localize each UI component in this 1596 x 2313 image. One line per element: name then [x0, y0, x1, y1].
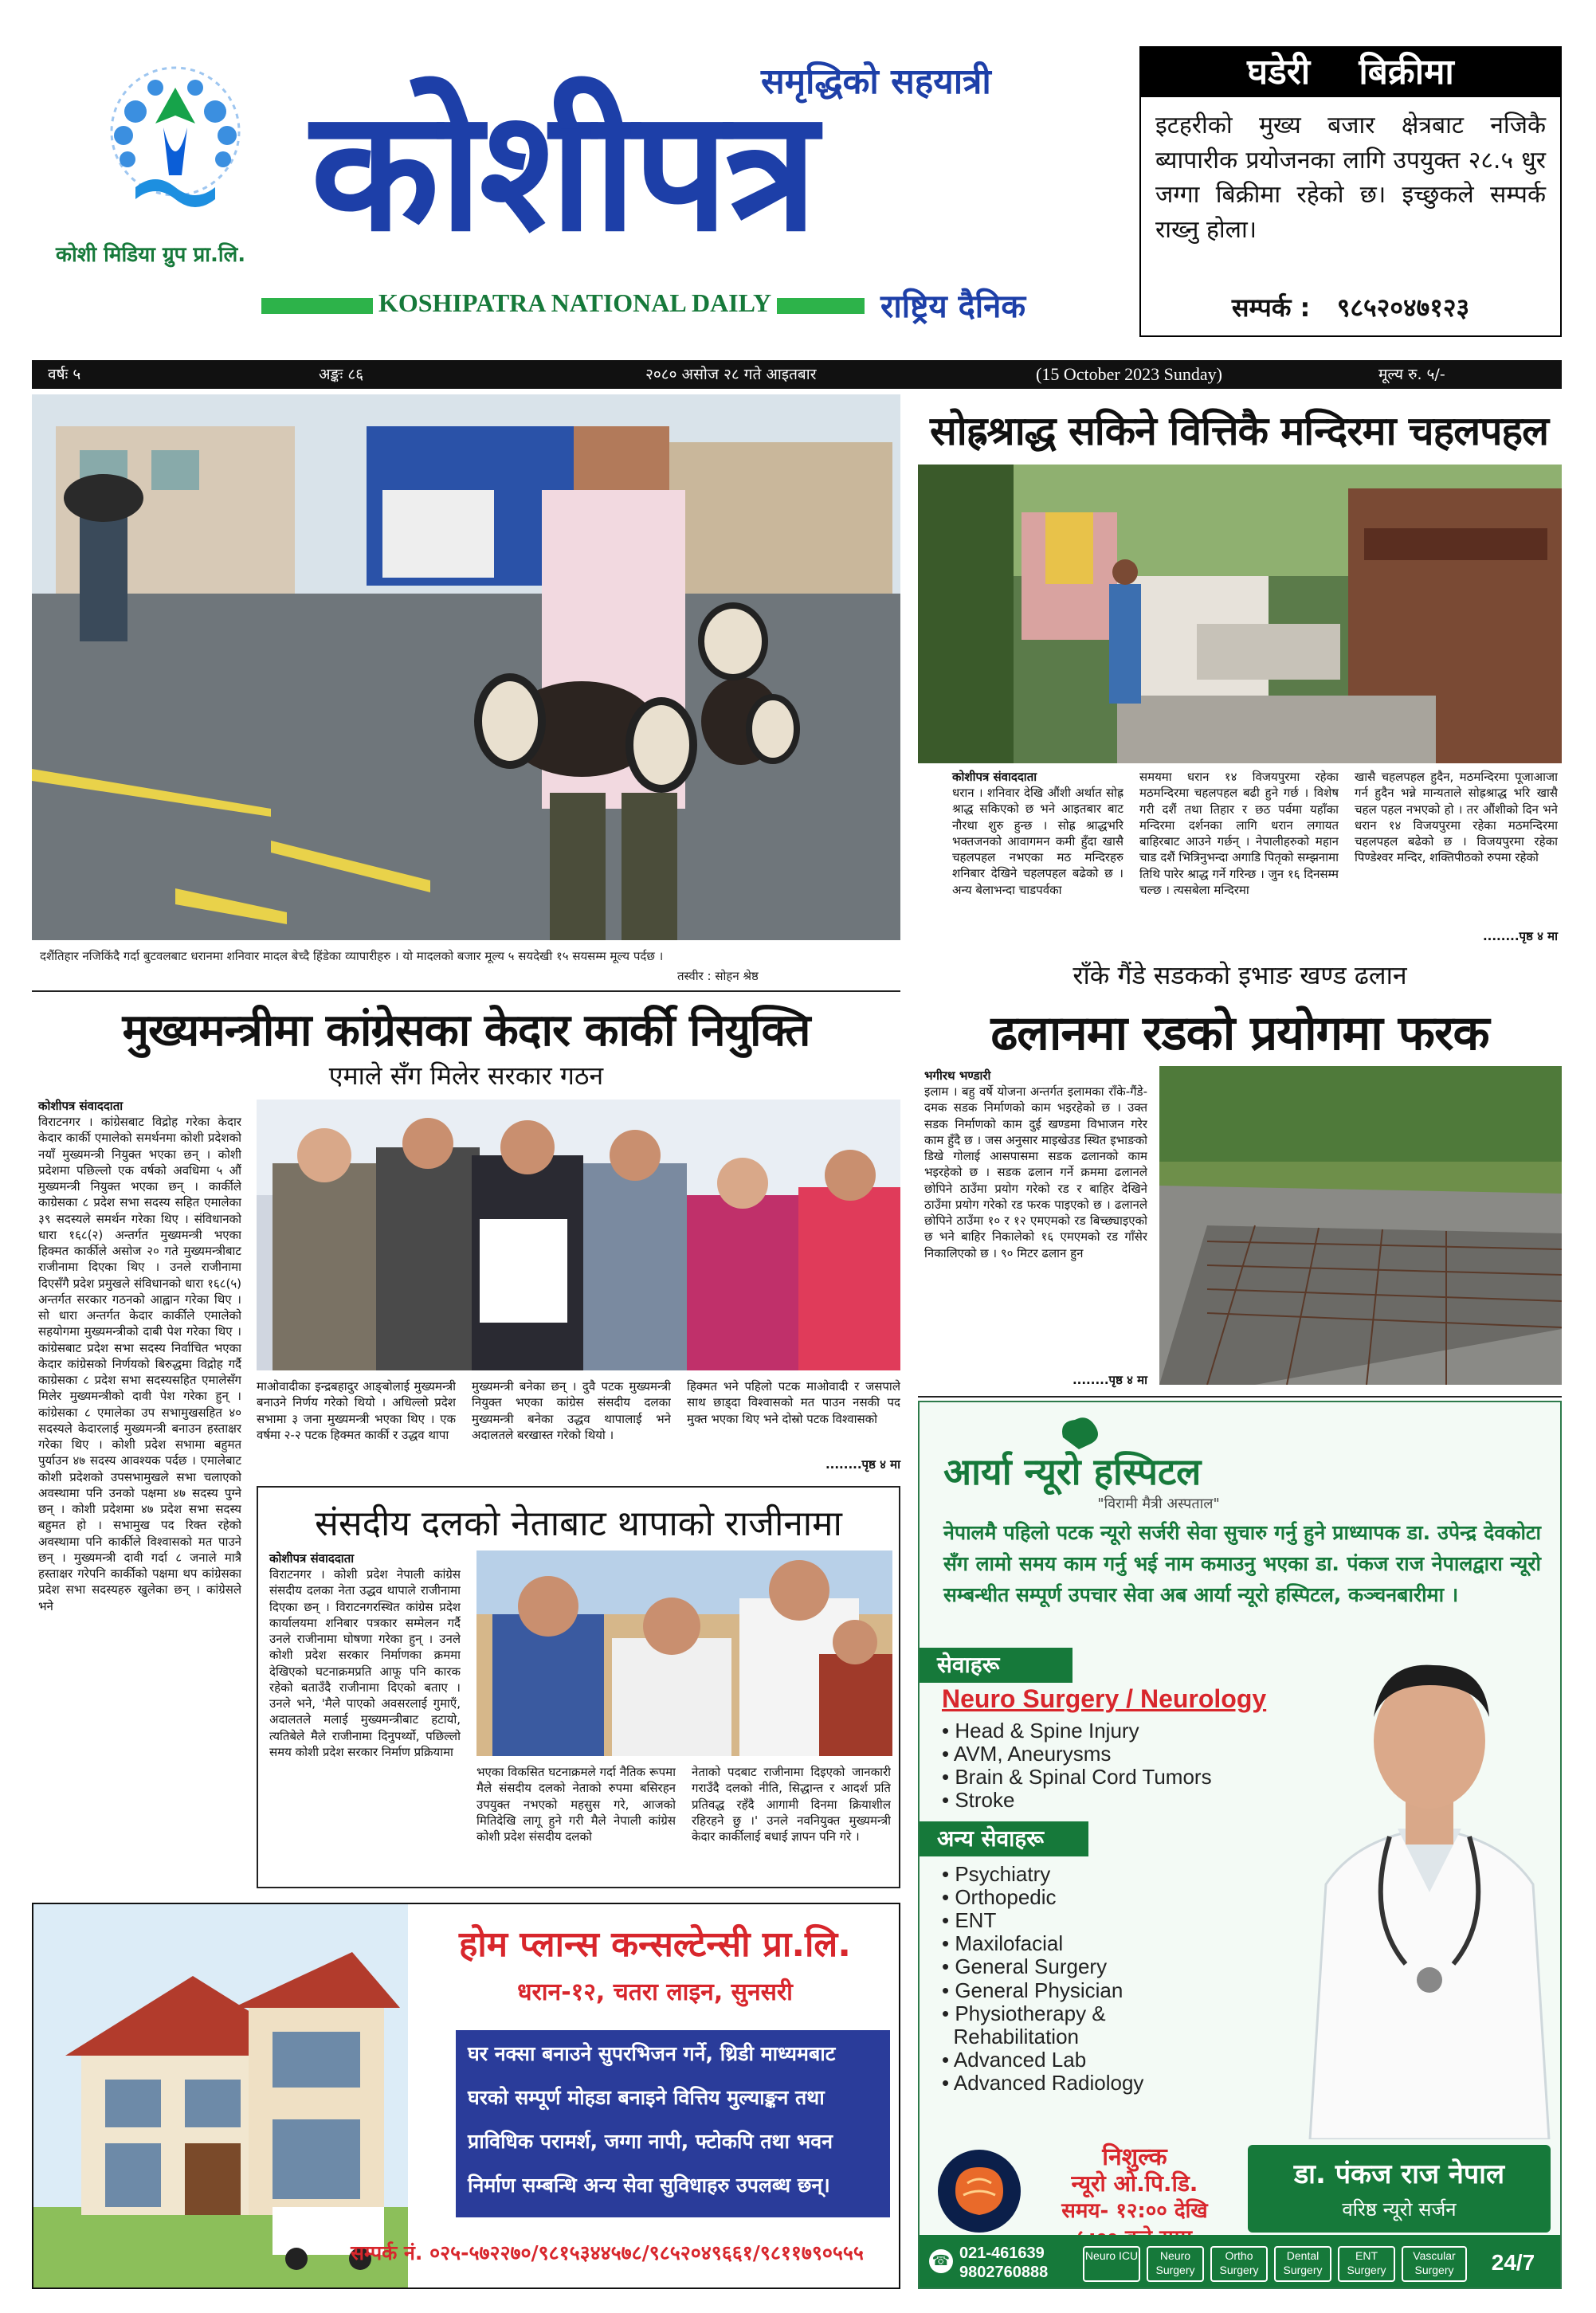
price: मूल्य रु. ५/- [1378, 366, 1445, 383]
specialty: Neuro Surgery / Neurology [942, 1684, 1267, 1713]
top-photo-caption: दशैंतिहार नजिकिंदै गर्दा बुटवलबाट धरानमा शनिवार मादल बेच्दै हिंडेका व्यापारीहरु । यो मादलको बजार मूल्य ५ सयदेखी १५ सयसम्म मूल्य पर्दछ । [40, 949, 664, 963]
service-item: • Head & Spine Injury [942, 1719, 1139, 1743]
classified-contact: सम्पर्क : ९८५२०४७१२३ [1231, 292, 1470, 323]
badge: Dental Surgery [1274, 2246, 1331, 2282]
cm-col4: हिक्मत भने पहिलो पटक माओवादी र जसपाले साथ छाड्दा विश्वासको मत पाउन नसकी पद मुक्त भएका थिए भने दोस्रो पटक विश्वासको [687, 1379, 900, 1426]
resign-col1: विराटनगर । कोशी प्रदेश नेपाली कांग्रेस संसदीय दलका नेता उद्धव थापाले राजीनामा दिएका छन् । विराटनगरस्थित कांग्रेस प्रदेश कार्यालयमा शनिबार पत्रकार सम्मेलन गर्दै उनले राजीनामा घोषणा गरेका हुन् । उनले कोशी प्रदेश सरकार निर्माणका क्रममा देखिएको घटनाक्रमप्रति आफू पनि कारक रहेको बताउँदै राजीनामा दिएको बताए । उनले भने, 'मैले पाएको अवसरलाई गुमाएँ, अदालतले मलाई मुख्यमन्त्रीबाट हटायो, त्यतिबेले मैले राजीनामा दिनुपर्थ्यो, पछिल्लो समय कोशी प्रदेश सरकार निर्माण प्रक्रियामा [269, 1567, 461, 1759]
other-services-heading: अन्य सेवाहरू [920, 1821, 1088, 1856]
service-line-2: घरको सम्पूर्ण मोहडा बनाइने वित्तिय मुल्याङ्कन तथा [468, 2086, 825, 2109]
cm-headline: मुख्यमन्त्रीमा कांग्रेसका केदार कार्की नियुक्ति [122, 1005, 810, 1057]
top-photo-credit: तस्वीर : सोहन श्रेष्ठ [677, 969, 759, 983]
road-continued: ........पृष्ठ ४ मा [1072, 1373, 1147, 1387]
opd-banner [935, 2143, 1234, 2231]
services-heading: सेवाहरू [920, 1648, 1072, 1683]
badge: Neuro Surgery [1147, 2246, 1204, 2282]
other-service-item: • Maxilofacial [942, 1931, 1064, 1956]
service-line-4: निर्माण सम्बन्धि अन्य सेवा सुविधाहरु उपलब्ध छन्। [468, 2174, 830, 2197]
hospital-intro: नेपालमै पहिलो पटक न्यूरो सर्जरी सेवा सुचारु गर्नु हुने प्राध्यापक डा. उपेन्द्र देवकोटा सँग लामो समय काम गर्नु भई नाम कमाउनु भएका डा. पंकज राज नेपालद्वारा न्यूरो सम्बन्धीत सम्पूर्ण उपचार सेवा अब आर्या न्यूरो हस्पिटल, कञ्चनबारीमा । [943, 1521, 1541, 1606]
resign-byline-text: कोशीपत्र संवाददाता [269, 1551, 355, 1566]
temple-headline: सोह्रश्राद्ध सकिने वित्तिकै मन्दिरमा चहलपहल [930, 408, 1548, 454]
opd-time1: समय- १२:०० देखि [1061, 2199, 1208, 2223]
subtitle: राष्ट्रिय दैनिक [880, 288, 1026, 325]
doctor-photo [1294, 1629, 1562, 2139]
cm-continued: ........पृष्ठ ४ मा [825, 1457, 900, 1472]
newspaper-title: कोशीपत्र [311, 73, 815, 269]
info-bar [32, 360, 1562, 389]
cm-byline [38, 1098, 241, 1114]
phone1: 021-461639 [959, 2244, 1045, 2262]
service-line-3: प्राविधिक परामर्श, जग्गा नापी, फ्टोकपि तथा भवन [468, 2130, 833, 2153]
resign-photo [476, 1550, 892, 1756]
badge-247: 24/7 [1491, 2250, 1535, 2275]
other-service-item: • General Physician [942, 1978, 1123, 2002]
company-address: धरान-१२, चतरा लाइन, सुनसरी [517, 1978, 793, 2006]
temple-byline-text: कोशीपत्र संवाददाता [952, 770, 1037, 784]
date-nepali: २०८० असोज २८ गते आइतबार [645, 366, 817, 383]
resign-byline [269, 1550, 461, 1566]
company-contact: सम्पर्क नं. ०२५-५७२२७०/९८१५३४४५७८/९८५२०४९६६१/९८११७९०५५५ [351, 2241, 864, 2264]
badge: Neuro ICU [1083, 2246, 1140, 2282]
house-illustration [33, 1904, 408, 2288]
temple-col3: खासै चहलपहल हुदैन, मठमन्दिरमा पूजाआजा गर्न हुदैन भन्ने मान्यताले सोह्रश्राद्ध भरि खासै चहल पहल नभएको हो । तर औंशीको दिन भने धरान १४ विजयपुरमा रहेका मठमन्दिरमा चहलपहल बढेको छ । विजयपुरमा रहेका पिण्डेश्वर मन्दिर, शक्तिपीठको रुपमा रहेको [1355, 770, 1558, 865]
phone2: 9802760888 [959, 2264, 1049, 2281]
road-headline: ढलानमा रडको प्रयोगमा फरक [990, 1006, 1489, 1061]
other-service-item: • Orthopedic [942, 1885, 1057, 1910]
company-name: होम प्लान्स कन्सल्टेन्सी प्रा.लि. [459, 1924, 851, 1965]
opd-sub: न्यूरो ओ.पि.डि. [1071, 2170, 1198, 2197]
temple-continued: ........पृष्ठ ४ मा [1482, 929, 1558, 943]
other-service-item: • ENT [942, 1908, 997, 1933]
resign-col3: नेताको पदबाट राजीनामा दिइएको जानकारी गराउँदै दलको नीति, सिद्धान्त र आदर्श प्रति प्रतिवद्ध रहँदै आगामी दिनमा क्रियाशील रहिरहने छु ।' उनले नवनियुक्त मुख्यमन्त्री केदार कार्कीलाई बधाई ज्ञापन पनि गरे । [692, 1765, 891, 1844]
hospital-footer [920, 2235, 1562, 2289]
green-rule-left [261, 298, 373, 314]
other-services-list [942, 1863, 1143, 2095]
hospital-name: आर्या न्यूरो हस्पिटल [943, 1450, 1202, 1493]
classified-box [1139, 46, 1562, 337]
top-photo [32, 394, 900, 940]
temple-byline [952, 769, 1123, 785]
masthead [0, 0, 1596, 351]
other-service-item: • Advanced Radiology [942, 2070, 1144, 2095]
doctor-title: वरिष्ठ न्यूरो सर्जन [1342, 2198, 1457, 2221]
cm-photo [257, 1100, 900, 1370]
resign-headline: संसदीय दलको नेताबाट थापाको राजीनामा [315, 1503, 842, 1544]
temple-photo [918, 465, 1562, 763]
badge: Ortho Surgery [1210, 2246, 1268, 2282]
tagline: समृद्धिको सहयात्री [761, 61, 991, 102]
badge: ENT Surgery [1338, 2246, 1395, 2282]
other-service-item: • Physiotherapy & [942, 2001, 1106, 2025]
cm-byline-text: कोशीपत्र संवाददाता [38, 1099, 124, 1113]
cm-col3: मुख्यमन्त्री बनेका छन् । दुवै पटक मुख्यमन्त्री नियुक्त भएका कांग्रेस संसदीय दलका मुख्यमन्त्री बनेका उद्धव थापालाई भने अदालतले बरखास्त गरेको थियो । [472, 1379, 671, 1442]
divider-top-left [32, 990, 900, 992]
group-name: कोशी मिडिया ग्रुप प्रा.लि. [56, 243, 246, 267]
resign-col2: भएका विकसित घटनाक्रमले गर्दा नैतिक रूपमा मैले संसदीय दलको नेताको रुपमा बसिरहन उपयुक्त नभएको महसुस गरे, आजको मितिदेखि लागू हुने गरी मैले नेपाली कांग्रेस कोशी प्रदेश संसदीय दलको [476, 1765, 676, 1844]
opd-title: निशुल्क [1102, 2143, 1167, 2171]
doctor-nameplate [1248, 2145, 1551, 2233]
service-item: • AVM, Aneurysms [942, 1742, 1112, 1766]
english-name: KOSHIPATRA NATIONAL DAILY [378, 288, 772, 317]
date-english: (15 October 2023 Sunday) [1036, 364, 1223, 384]
temple-col1: धरान । शनिवार देखि औंशी अर्थात सोह्र श्राद्ध सकिएको छ भने आइतबार बाट नौरथा शुरु हुन्छ । सोह्र श्राद्धभरि भक्तजनको आवागमन कमी हुँदा खासै चहलपहल नभएका मठ मन्दिरहरु शनिबार देखिने चहलपहल बढेको छ । अन्य बेलाभन्दा चाडपर्वका [952, 786, 1123, 897]
divider-right [918, 1396, 1562, 1398]
service-item: • Brain & Spinal Cord Tumors [942, 1765, 1212, 1790]
construction-ad [32, 1903, 900, 2289]
brain-scan-icon [935, 2147, 1023, 2235]
cm-col2: माओवादीका इन्द्रबहादुर आङ्बोलाई मुख्यमन्त्री बनाउने निर्णय गरेको थियो । अधिल्लो प्रदेश सभामा ३ जना मुख्यमन्त्री भएका थिए । एक वर्षमा २-२ पटक हिक्मत कार्की र उद्धव थापा [257, 1379, 456, 1442]
other-service-item: • Psychiatry [942, 1862, 1051, 1886]
volume: वर्षः ५ [48, 366, 81, 383]
service-item: • Stroke [942, 1788, 1015, 1813]
road-kicker: राँके गैंडे सडकको इभाङ खण्ड ढलान [1072, 960, 1407, 990]
other-service-item: • General Surgery [942, 1954, 1108, 1979]
classified-body: इटहरीको मुख्य बजार क्षेत्रबाट नजिकै ब्यापारीक प्रयोजनका लागि उपयुक्त २८.५ धुर जग्गा बिक्रीमा रहेको छ। इच्छुकले सम्पर्क राख्नु होला। [1155, 112, 1546, 244]
services-list [942, 1719, 1212, 1812]
service-line-1: घर नक्सा बनाउने सुपरभिजन गर्ने, थ्रिडी माध्यमबाट [468, 2042, 836, 2065]
other-service-item: • Advanced Lab [942, 2047, 1087, 2072]
hospital-ad [918, 1401, 1562, 2289]
road-byline-text: भगीरथ भण्डारी [924, 1068, 991, 1083]
road-byline [924, 1068, 1147, 1084]
classified-heading: घडेरी बिक्रीमा [1141, 48, 1560, 97]
phone-icon: ☎ [929, 2249, 953, 2273]
cm-subhead: एमाले सँग मिलेर सरकार गठन [328, 1060, 604, 1091]
road-photo [1159, 1066, 1562, 1385]
issue: अङ्कः ८६ [319, 366, 364, 383]
badge: Vascular Surgery [1402, 2246, 1467, 2282]
other-service-item: Rehabilitation [953, 2024, 1080, 2048]
hospital-slogan: "विरामी मैत्री अस्पताल" [1097, 1496, 1220, 1512]
green-rule-right [777, 298, 865, 314]
doctor-name: डा. पंकज राज नेपाल [1293, 2158, 1505, 2190]
koshi-media-logo [80, 56, 271, 223]
road-body: इलाम । बहु वर्षे योजना अन्तर्गत इलामका राँके-गैंडे-दमक सडक निर्माणको काम भइरहेको छ । उक्त सडक निर्माणको काम दुई खण्डमा विभाजन गरेर काम हुँदै छ । जस अनुसार माइखेउड स्थित इभाङको डिखे गोलाई आसपासमा सडक ढलानको काम भइरहेको छ । सडक ढलान गर्ने क्रममा ढलानले छोपिने ठाउँमा प्रयोग गरेको रड र बाहिर देखिने ठाउँमा प्रयोग गरेको रड फरक पाइएको छ । ढलानले छोपिने ठाउँमा १० र १२ एमएमको रड बिच्छ्याइएको छ भने बाहिर निकालेको १६ एमएमको रड गाँसेर निकालिएको छ । ९० मिटर ढलान हुन [924, 1084, 1147, 1260]
temple-col2: समयमा धरान १४ विजयपुरमा रहेका मठमन्दिरमा चहलपहल बढी हुने गर्छ । विशेष गरी दशैं तथा तिहार र छठ पर्वमा यहाँका मन्दिरमा दर्शनका लागि धरान लगायत बाहिरबाट आउने गर्छन् । नेपालीहरुको महान चाड दशैं भित्रिनुभन्दा अगाडि पितृको सम्झनामा तिथि पारेर श्राद्ध गर्ने गरिन्छ । जुन १६ दिनसम्म चल्छ । त्यसबेला मन्दिरमा [1139, 770, 1339, 897]
cm-body: विराटनगर । कांग्रेसबाट विद्रोह गरेका केदार केदार कार्की एमालेको समर्थनमा कोशी प्रदेशको नयाँ मुख्यमन्त्री नियुक्त भएका छन् । कोशी प्रदेशमा पछिल्लो एक वर्षको अवधिमा ५ औं मुख्यमन्त्री नियुक्त भएका छन् । कार्कीले काग्रेसका ८ प्रदेश सभा सदस्य सहित एमालेका ३९ सदस्यले समर्थन गरेका थिए । संविधानको धारा १६८(२) अन्तर्गत मुख्यमन्त्री भएका हिक्मत कार्कीले असोज २० गते मुख्यमन्त्रीबाट राजीनामा दिएका थिए । उनले राजीनामा दिएसँगै प्रदेश प्रमुखले संविधानको धारा १६८(५) अन्तर्गत सरकार गठनको आह्वान गरेका थिए । सो धारा अन्तर्गत केदार कार्कीले एमालेको सहयोगमा मुख्यमन्त्रीको दाबी पेश गरेका थिए । कांग्रेसबाट प्रदेश सभा सदस्य निर्वाचित भएका केदार कांग्रेसको निर्णयको बिरुद्धमा विद्रोह गर्दै काग्रेसका ८ प्रदेश सभा सदस्यसहित एमालेसँग मिलेर मुख्यमन्त्रीको दावी पेश गरेका हुन् । कांग्रेसका ८ एमालेका उप सभामुखसहित ४० सदस्यले केदारलाई मुख्यमन्त्री बनाउन हस्ताक्षर गरेका थिए । कोशी प्रदेश सभामा बहुमत पुर्याउन ४७ सदस्य आवश्यक पर्दछ । एमालेबाट कोशी प्रदेशको उपसभामुखले सभा चलाएको अवस्थामा पनि उनको पक्षमा ४७ सदस्य पुग्ने छन् । कोशी प्रदेशमा ४७ प्रदेश सभा सदस्य बहुमत हो । सभामुख पद रिक्त रहेको अवस्थामा पनि कार्कीले विश्वासको मत पाउने छन् । मुख्यमन्त्री दावी गर्दा ८ जनाले मात्रै हस्ताक्षर गरेपनि कार्कीको पक्षमा थप कांग्रेसका प्रदेश सभा सदस्यहरु खुलेका छन् । कांग्रेसले भने [38, 1115, 241, 1613]
